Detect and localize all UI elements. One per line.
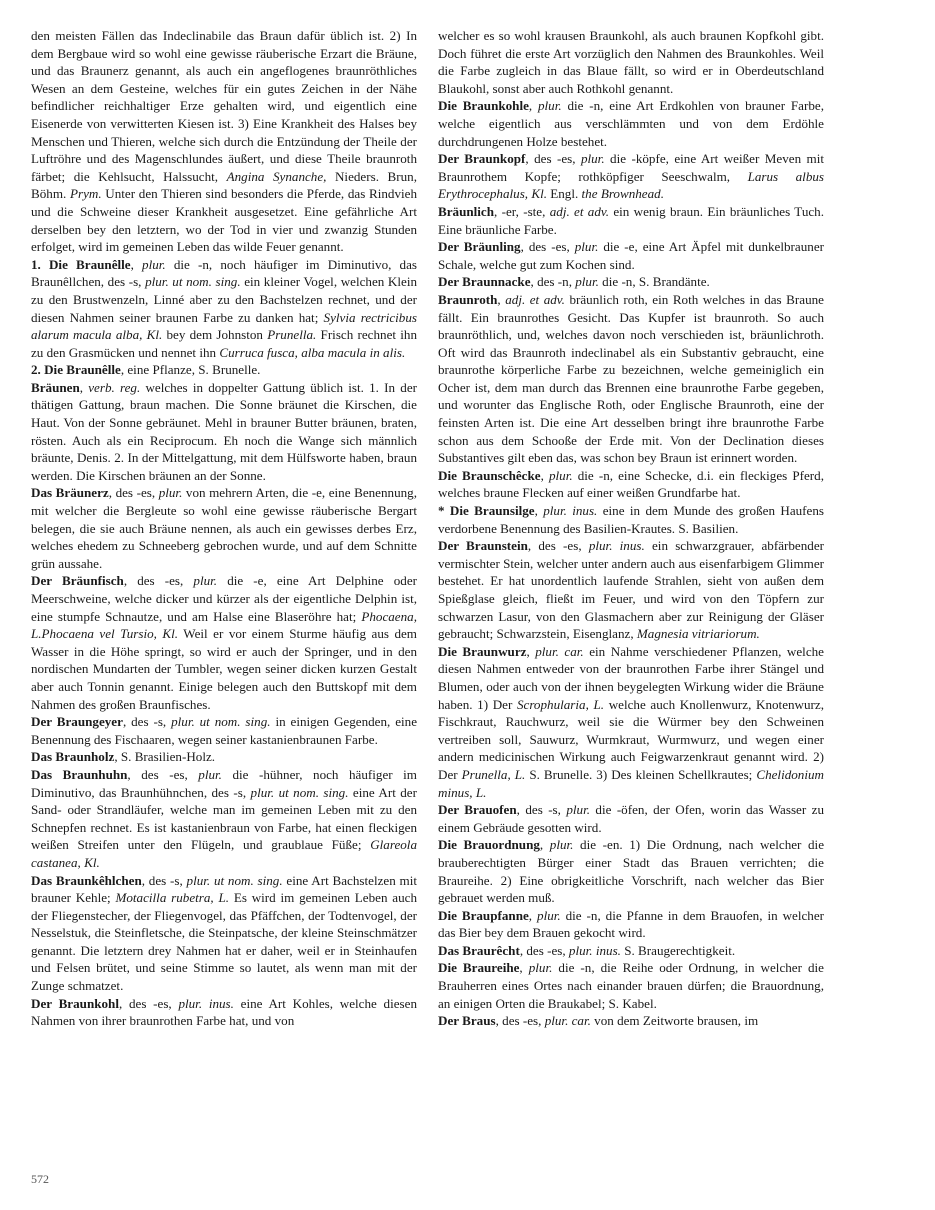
entry-italic-term: plur. <box>574 239 599 255</box>
entry-headword: Der Braunkopf <box>438 151 526 167</box>
entry-text: Unter den Thieren sind besonders die Pferde, das Rindvieh und die Schweine dieser Krankheit ausgesetzet. Eine gefährliche Art derselben bey den letztern, wo der Tod in vier und zwanzig Stunden erfolget, wird im gemeinen Leben das wilde Feuer genannt. <box>31 186 417 255</box>
entry-italic-term: Sylvia rectricibus alarum macula alba, Kl. <box>31 309 417 343</box>
entry-italic-term: plur. inus. <box>178 995 234 1011</box>
entry-headword: Das Braunkêhlchen <box>31 872 142 888</box>
entry-headword: Der Braungeyer <box>31 714 123 730</box>
entry-headword: Der Braunnacke <box>438 274 531 290</box>
entry-text: welches in doppelter Gattung üblich ist. 1. In der thätigen Gattung, braun machen. Die Sonne bräunet die Kirschen, die Haut. Von der Sonne gebräunet. Mehl in brauner Butter bräunen, braten, rösten. Auch als ein Reciprocum. Eh noch die Wange sich männlich bräunte, Denis. 2. In der Mittelgattung, mit dem Hülfsworte haben, braun werden. Die Kirschen bräunen an der Sonne. <box>31 379 417 483</box>
entry-text: , des -es, <box>495 1013 545 1029</box>
entry-italic-term: Larus albus Erythrocephalus, Kl. <box>438 168 825 202</box>
entry-text: die -n, eine Art Erdkohlen von brauner Farbe, welche eigentlich aus verschlämmten und von dem Erdöhle durchdrungenen Holze bestehet. <box>438 98 824 149</box>
entry-italic-term: verb. reg. <box>88 379 141 395</box>
entry-text: Nieders. Brun, Böhm. <box>31 168 417 202</box>
entry-italic-term: plur. <box>198 766 222 782</box>
entry-text: die -e, eine Art Äpfel mit dunkelbrauner Schale, welche gut zum Kochen sind. <box>438 239 824 272</box>
entry-italic-term: plur. <box>580 151 605 167</box>
entry-headword: Die Braunkohle <box>438 98 529 114</box>
dictionary-entry <box>438 801 824 836</box>
dictionary-entry <box>31 872 417 995</box>
entry-headword: Bräunlich <box>438 203 495 219</box>
entry-text: die -e, eine Art Delphine oder Meerschweine, welche dicker und kürzer als der eigentliche Delphin ist, eine stumpfe Schnautze, und am Halse eine Blaseröhre hat; <box>31 573 417 624</box>
entry-text: in einigen Gegenden, eine Benennung des Fischaaren, wegen seiner kastanienbraunen Farbe. <box>31 714 418 747</box>
entry-italic-term: Magnesia vitriariorum. <box>636 626 760 642</box>
dictionary-entry <box>31 572 417 713</box>
dictionary-entry <box>438 502 824 537</box>
dictionary-entry <box>438 907 824 942</box>
entry-text: , eine Pflanze, S. Brunelle. <box>120 362 261 378</box>
entry-text: die -n, die Reihe oder Ordnung, in welcher die Brauherren eines Ortes nach einander brauen dürfen; die Brauordnung, an einigen Orten die Braukabel; S. Kabel. <box>438 960 824 1011</box>
entry-text: , <box>539 837 550 853</box>
entry-text: , <box>534 503 544 519</box>
entry-text: , des -s, <box>141 872 187 888</box>
dictionary-entry <box>438 467 824 502</box>
dictionary-entry <box>438 238 824 273</box>
entry-text: , <box>79 379 89 395</box>
entry-text: , des -s, <box>122 714 172 730</box>
entry-italic-term: plur. <box>566 802 590 818</box>
entry-headword: Die Brauordnung <box>438 837 540 853</box>
page-number: 572 <box>31 1172 49 1186</box>
entry-text: bräunlich roth, ein Roth welches in das Braune fällt. Ein braunrothes Gesicht. Das Kupfer ist braunroth. So auch braunröthlich, und, welches davon noch verschieden ist, bräunlichroth. Oft wird das Braunroth indeclinabel als ein Substantiv gebraucht, eine braunrothe körperliche Farbe zu bezeichnen, welche gemeiniglich ein Ocher ist, dem man durch das Brennen eine braunrothe Farbe gegeben, und worunter das Englische Roth, oder Englische Braunroth, eine der feinsten Arten ist. Die eine Art desselben bringt ihre braunrothe Farbe schon aus dem Schooße der Erde mit. Von der Declination dieses Substantives gilt eben das, was schon bey Braun ist erinnert worden. <box>438 291 824 466</box>
dictionary-entry <box>438 27 824 97</box>
entry-text: , des -es, <box>118 995 179 1011</box>
entry-text: welche auch Knollenwurz, Knotenwurz, Fischkraut, Rauchwurz, weil sie die Würmer bey den Schweinen vertreiben soll, Sauwurz, Wurmkraut, Wurmwurz, und wegen einer andern medicinischen Wirkung auch Feigwarzenkraut genannt wird. 2) Der <box>438 696 824 782</box>
entry-italic-term: plur. inus. <box>543 503 598 519</box>
dictionary-entry <box>31 256 417 362</box>
dictionary-entry <box>31 361 417 379</box>
entry-italic-term: plur. <box>528 960 553 976</box>
entry-headword: Der Braunkohl <box>31 995 119 1011</box>
entry-text: Engl. <box>546 186 582 202</box>
entry-text: , <box>526 643 536 659</box>
entry-text: , <box>528 98 538 114</box>
entry-italic-term: plur. inus. <box>568 942 621 958</box>
dictionary-entry <box>438 203 824 238</box>
entry-headword: Der Braunstein <box>438 538 528 554</box>
entry-italic-term: Scrophularia, L. <box>516 696 605 712</box>
dictionary-entry <box>31 379 417 485</box>
entry-text: eine Art der Sand- oder Strandläufer, welche man im gemeinen Leben mit zu den Schnepfen rechnet. Es ist kastanienbraun von Farbe, hat einen fleckigen weißen Streifen unter den Flügeln, und graublaue Füße; <box>31 784 417 853</box>
entry-italic-term: plur. <box>193 573 218 589</box>
entry-headword: Der Brauofen <box>438 802 517 818</box>
dictionary-entry <box>438 537 824 643</box>
dictionary-entry <box>31 995 417 1030</box>
dictionary-entry <box>438 1012 824 1030</box>
entry-headword: 1. Die Braunêlle <box>31 256 131 272</box>
entry-text: , <box>130 256 143 272</box>
entry-text: , des -es, <box>520 239 575 255</box>
dictionary-entry <box>438 942 824 960</box>
entry-italic-term: plur. ut nom. sing. <box>250 784 349 800</box>
entry-italic-term: Angina Synanche, <box>226 168 327 184</box>
entry-italic-term: Prunella. <box>267 327 317 343</box>
entry-text: ein Nahme verschiedener Pflanzen, welche diesen Nahmen entweder von der braunrothen Farbe ihrer Stängel und Blumen, oder auch von der ihnen beygelegten Wirkung wider die Bräune haben. 1) Der <box>438 643 824 712</box>
entry-text: welcher es so wohl krausen Braunkohl, als auch braunen Kopfkohl gibt. Doch führet die erste Art vorzüglich den Nahmen des Braunkohles. Weil die Farbe zugleich in das Blaue fällt, so wird er in Oberdeutschland Blaukohl, sonst aber auch Rothkohl genannt. <box>438 28 824 96</box>
entry-text: die -n, eine Schecke, d.i. ein fleckiges Pferd, welches braune Flecken auf einer weißen Grundfarbe hat. <box>438 467 824 501</box>
dictionary-entry <box>31 27 417 256</box>
entry-text: die -öfen, der Ofen, worin das Wasser zu einem Gebräude gesotten wird. <box>438 802 824 835</box>
entry-headword: Das Braurêcht <box>438 942 520 958</box>
entry-text: von mehrern Arten, die -e, eine Benennung, mit welcher die Bergleute so wohl eine gewisse räuberische Bergart belegen, die sie auch Bräune nennen, als auch ein gewisses derbes Erz, welches ehedem zu Schneeberg gebrochen wurde, und auf dem Schnitte grün aussahe. <box>31 485 418 571</box>
entry-italic-term: plur. <box>537 907 561 923</box>
entry-text: , <box>540 467 549 483</box>
entry-text: ein schwarzgrauer, abfärbender vermischter Stein, welcher unter andern auch aus eisenfarbigem Glimmer bestehet. Er hat unordentlich laufende Strahlen, sieht von außen dem Spießglase gleich, fließt im Feuer, und wird von den Töpfern zur schwarzen Lasur, von den Glasmachern aber zur Reinigung der Gläser gebraucht; Schwarzstein, Eisenglanz, <box>438 538 824 642</box>
entry-text: , <box>497 291 506 307</box>
entry-headword: Die Braupfanne <box>438 907 529 923</box>
entry-headword: Braunroth <box>438 291 498 307</box>
right-column <box>438 27 824 1030</box>
entry-italic-term: plur. ut nom. sing. <box>145 274 241 290</box>
entry-text: eine Art Bachstelzen mit brauner Kehle; <box>31 872 417 906</box>
entry-text: den meisten Fällen das Indeclinabile das Braun dafür üblich ist. 2) In dem Bergbaue wird so wohl eine gewisse räuberische Erzart die Bräune, und das Braunerz genannt, als auch ein angeflogenes braunröthliches Wesen an dem Gesteine, welches für ein gutes Zeichen in der Nähe befindlicher reichhaltiger Erze gehalten wird, und eigentlich eine Eisenerde von verwitterten Kiesen ist. 3) Eine Krankheit des Halses bey Menschen und Thieren, welche sich durch die Entzündung der Theile der Luftröhre und des Magenschlundes äußert, und diese Theile braunroth färbet; die Kehlsucht, Halssucht, <box>31 28 417 184</box>
entry-text: die -n, S. Brandänte. <box>598 274 710 290</box>
entry-italic-term: Prym. <box>69 186 102 202</box>
dictionary-entry <box>438 150 824 203</box>
entry-italic-term: Curruca fusca, alba macula in alis. <box>219 344 406 360</box>
dictionary-entry <box>31 484 417 572</box>
entry-italic-term: plur. ut nom. sing. <box>171 714 271 730</box>
entry-text: , des -es, <box>519 942 569 958</box>
entry-text: , des -es, <box>127 766 199 782</box>
dictionary-entry <box>438 291 824 467</box>
entry-italic-term: Prunella, L. <box>461 766 526 782</box>
entry-text: , <box>519 960 529 976</box>
entry-headword: Der Bräunling <box>438 239 521 255</box>
entry-italic-term: plur. inus. <box>588 538 645 554</box>
entry-text: , des -es, <box>527 538 589 554</box>
entry-text: von dem Zeitworte brausen, im <box>590 1013 759 1029</box>
dictionary-entry <box>438 959 824 1012</box>
entry-italic-term: Chelidonium minus, L. <box>438 766 824 800</box>
dictionary-entry <box>31 713 417 748</box>
entry-italic-term: plur. car. <box>544 1013 591 1029</box>
entry-text: Es wird im gemeinen Leben auch der Fliegenstecher, der Fliegenvogel, das Pfäffchen, der Todtenvogel, der Nesselstuk, die Steinfletsche, die Steinpatsche, der kleine Steinschmätzer genannt. Die letztern drey Nahmen hat er daher, weil er in Steinhaufen und Felsen brütet, und seine Stimme so lautet, als wenn man mit der Zunge schmatzet. <box>31 890 417 994</box>
entry-text: die -köpfe, eine Art weißer Meven mit Braunrothem Kopfe; rothköpfiger Seeschwalm, <box>438 151 825 184</box>
entry-italic-term: plur. <box>142 256 166 272</box>
entry-headword: Das Braunhuhn <box>31 766 128 782</box>
dictionary-entry <box>438 643 824 801</box>
entry-text: , S. Brasilien-Holz. <box>114 749 216 765</box>
entry-text: S. Braugerechtigkeit. <box>620 942 736 958</box>
entry-italic-term: Glareola castanea, Kl. <box>31 837 417 870</box>
entry-text: die -en. 1) Die Ordnung, nach welcher die brauberechtigten Bürger einer Stadt das Brauen verrichten; die Braureihe. 2) Eine obrigkeitliche Vorschrift, nach welcher das Bier gebrauet werden muß. <box>438 837 825 906</box>
entry-text: , des -n, <box>530 274 576 290</box>
entry-headword: Das Bräunerz <box>31 485 109 501</box>
dictionary-entry <box>438 97 824 150</box>
entry-headword: Die Braureihe <box>438 960 520 976</box>
entry-text: Frisch rechnet ihn zu den Grasmücken und nennet ihn <box>31 327 417 360</box>
dictionary-entry <box>438 836 824 906</box>
entry-text: bey dem Johnston <box>162 327 268 343</box>
entry-headword: Die Braunschêcke <box>438 467 541 483</box>
entry-headword: Der Braus <box>438 1013 496 1029</box>
entry-italic-term: Motacilla rubetra, L. <box>115 890 230 906</box>
entry-text: die -hühner, noch häufiger im Diminutivo, das Braunhühnchen, des -s, <box>31 766 417 800</box>
entry-italic-term: plur. <box>158 485 183 501</box>
entry-italic-term: plur. <box>538 98 562 114</box>
entry-text: S. Brunelle. 3) Des kleinen Schellkrautes; <box>525 766 757 782</box>
entry-text: , des -es, <box>108 485 159 501</box>
dictionary-entry <box>31 766 417 872</box>
entry-text: , des -s, <box>516 802 567 818</box>
entry-italic-term: plur. car. <box>535 643 584 659</box>
entry-text: , des -es, <box>123 573 194 589</box>
entry-text: die -n, noch häufiger im Diminutivo, das Braunêllchen, des -s, <box>31 256 418 290</box>
entry-headword: Der Bräunfisch <box>31 573 124 589</box>
entry-text: eine in dem Munde des großen Haufens verdorbene Benennung des Basilien-Krautes. S. Basilien. <box>438 503 824 536</box>
entry-text: die -n, die Pfanne in dem Brauofen, in welcher das Bier bey dem Brauen gekocht wird. <box>438 907 825 941</box>
entry-text: Weil er vor einem Sturme häufig aus dem Wasser in die Höhe springt, so wird er auch der Springer, und in den nordischen Mundarten der Tumbler, wegen seiner dicken kurzen Gestalt aber auch Tonnin genannt. Einige belegen auch den Buttskopf mit dem Nahmen des großen Braunfisches. <box>31 626 417 712</box>
dictionary-entry <box>438 273 824 291</box>
entry-italic-term: Phocaena, L.Phocaena vel Tursio, Kl. <box>31 608 417 642</box>
entry-italic-term: adj. et adv. <box>549 203 610 219</box>
entry-text: , des -es, <box>525 151 581 167</box>
entry-text: , <box>528 907 538 923</box>
entry-italic-term: plur. ut nom. sing. <box>186 872 283 888</box>
entry-headword: * Die Braunsilge <box>438 503 535 519</box>
entry-headword: 2. Die Braunêlle <box>31 362 121 378</box>
entry-italic-term: plur. <box>548 467 573 483</box>
dictionary-entry <box>31 748 417 766</box>
entry-italic-term: plur. <box>575 274 599 290</box>
entry-text: , -er, -ste, <box>494 203 550 219</box>
entry-italic-term: the Brownhead. <box>581 186 664 202</box>
entry-headword: Die Braunwurz <box>438 643 527 659</box>
entry-italic-term: adj. et adv. <box>505 291 565 307</box>
entry-text: eine Art Kohles, welche diesen Nahmen von ihrer braunrothen Farbe hat, und von <box>31 995 417 1029</box>
left-column <box>31 27 417 1030</box>
entry-text: ein wenig braun. Ein bräunliches Tuch. Eine bräunliche Farbe. <box>438 203 824 237</box>
entry-text: ein kleiner Vogel, welchen Klein zu den Brustwenzeln, Linné aber zu den Bachstelzen rechnet, und der diesen Nahmen seiner braunen Farbe zu danken hat; <box>31 274 417 325</box>
entry-headword: Das Braunholz <box>31 749 115 765</box>
entry-italic-term: plur. <box>549 837 574 853</box>
entry-headword: Bräunen <box>31 379 80 395</box>
